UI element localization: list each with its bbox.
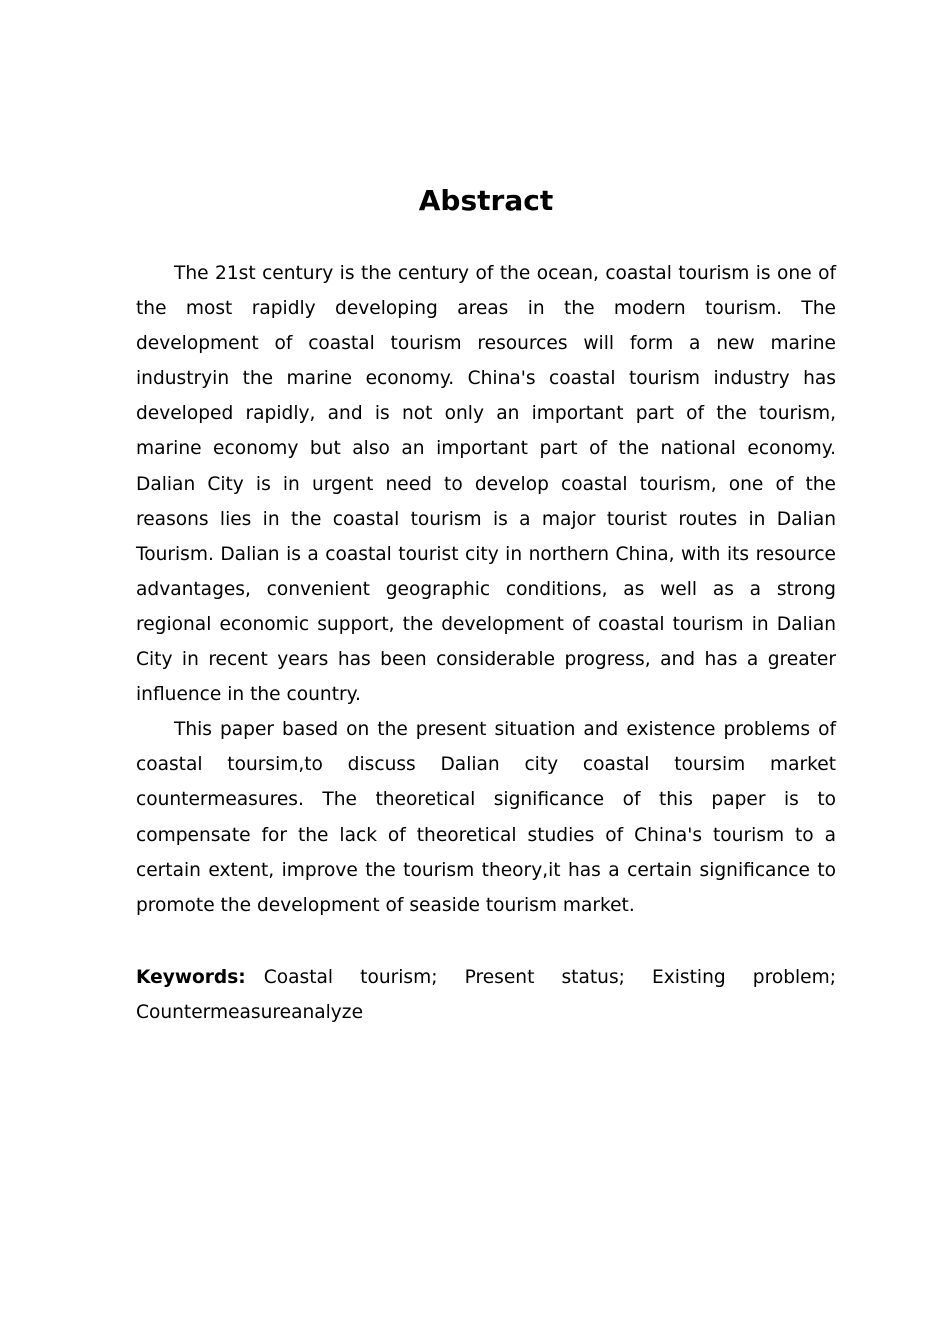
abstract-paragraph-2: This paper based on the present situation and existence problems of coastal toursim,to discuss Dalian city coastal toursim market countermeasures. The theoretical significance of this paper is to compensate for the lack of theoretical studies of China's tourism to a certain extent, improve the tourism theory,it has a certain significance to promote the development of seaside tourism market. (136, 719, 836, 916)
keywords-section (136, 960, 836, 1030)
page-title: Abstract (418, 184, 554, 217)
abstract-paragraph-1: The 21st century is the century of the ocean, coastal tourism is one of the most rapidly developing areas in the modern tourism. The development of coastal tourism resources will form a new marine industryin the marine economy. China's coastal tourism industry has developed rapidly, and is not only an important part of the tourism, marine economy but also an important part of the national economy. Dalian City is in urgent need to develop coastal tourism, one of the reasons lies in the coastal tourism is a major tourist routes in Dalian Tourism. Dalian is a coastal tourist city in northern China, with its resource advantages, convenient geographic conditions, as well as a strong regional economic support, the development of coastal tourism in Dalian City in recent years has been considerable progress, and has a greater influence in the country. (136, 263, 836, 706)
keywords-label: Keywords: (136, 967, 246, 988)
abstract-body (136, 256, 836, 923)
keywords-list: Coastal tourism; Present status; Existing problem; Countermeasureanalyze (136, 967, 836, 1024)
